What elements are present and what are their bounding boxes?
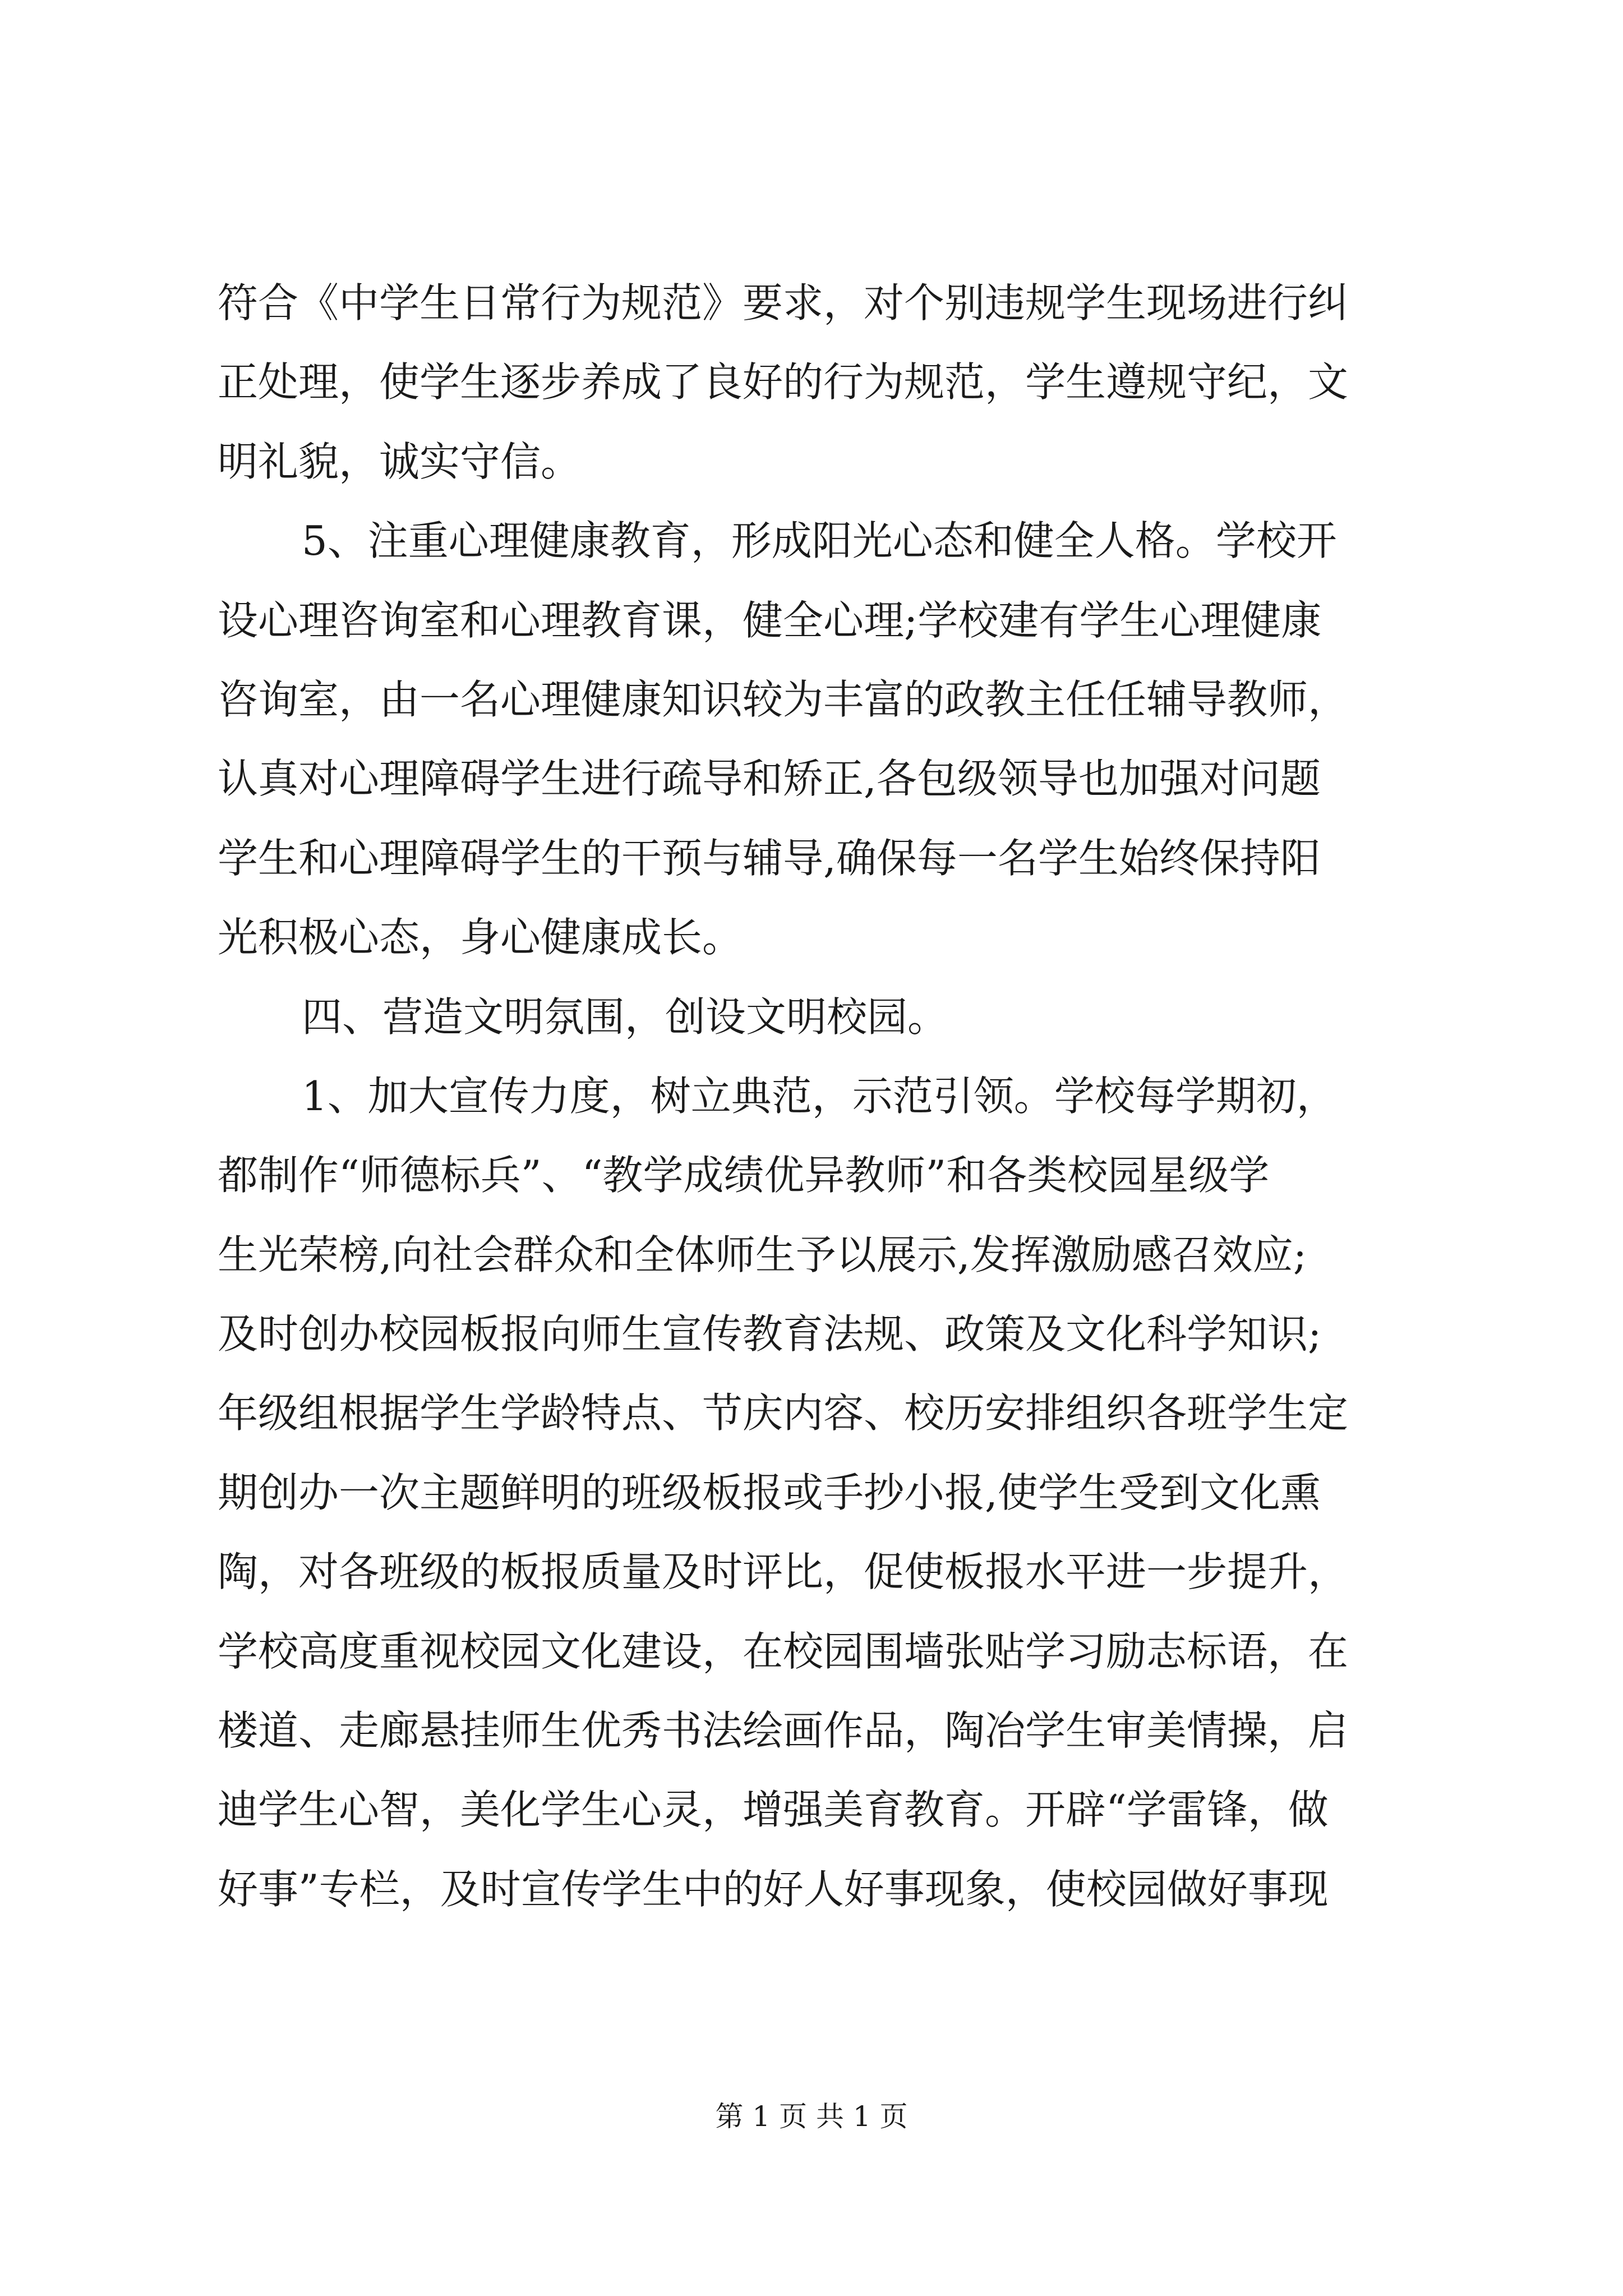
document-body (218, 264, 1440, 1929)
text-line: 陶，对各班级的板报质量及时评比，促使板报水平进一步提升， (218, 1548, 1349, 1596)
text-line: 符合《中学生日常行为规范》要求，对个别违规学生现场进行纠 (218, 279, 1349, 326)
text-line: 都制作“师德标兵”、“教学成绩优异教师”和各类校园星级学 (218, 1152, 1270, 1199)
text-line: 学生和心理障碍学生的干预与辅导,确保每一名学生始终保持阳 (218, 834, 1321, 882)
text-line: 认真对心理障碍学生进行疏导和矫正,各包级领导也加强对问题 (218, 755, 1321, 803)
text-line: 明礼貌，诚实守信。 (218, 438, 582, 485)
text-line: 生光荣榜,向社会群众和全体师生予以展示,发挥激励感召效应; (218, 1231, 1307, 1278)
text-line: 咨询室，由一名心理健康知识较为丰富的政教主任任辅导教师， (218, 675, 1349, 723)
text-line: 光积极心态，身心健康成长。 (218, 914, 743, 961)
text-line: 学校高度重视校园文化建设，在校园围墙张贴学习励志标语，在 (218, 1627, 1349, 1675)
text-line: 四、营造文明氛围，创设文明校园。 (302, 993, 948, 1041)
text-line: 5、注重心理健康教育，形成阳光心态和健全人格。学校开 (302, 517, 1337, 565)
text-line: 迪学生心智，美化学生心灵，增强美育教育。开辟“学雷锋，做 (218, 1786, 1329, 1834)
text-line: 好事”专栏，及时宣传学生中的好人好事现象，使校园做好事现 (218, 1865, 1329, 1913)
text-line: 设心理咨询室和心理教育课，健全心理;学校建有学生心理健康 (218, 596, 1322, 644)
text-line: 1、加大宣传力度，树立典范，示范引领。学校每学期初， (302, 1072, 1337, 1120)
text-line: 期创办一次主题鲜明的班级板报或手抄小报,使学生受到文化熏 (218, 1469, 1321, 1516)
page-footer: 第 1 页 共 1 页 (715, 2100, 908, 2133)
text-line: 年级组根据学生学龄特点、节庆内容、校历安排组织各班学生定 (218, 1389, 1349, 1437)
text-line: 楼道、走廊悬挂师生优秀书法绘画作品，陶冶学生审美情操，启 (218, 1707, 1349, 1755)
text-line: 及时创办校园板报向师生宣传教育法规、政策及文化科学知识; (218, 1310, 1322, 1358)
text-line: 正处理，使学生逐步养成了良好的行为规范，学生遵规守纪，文 (218, 358, 1349, 406)
